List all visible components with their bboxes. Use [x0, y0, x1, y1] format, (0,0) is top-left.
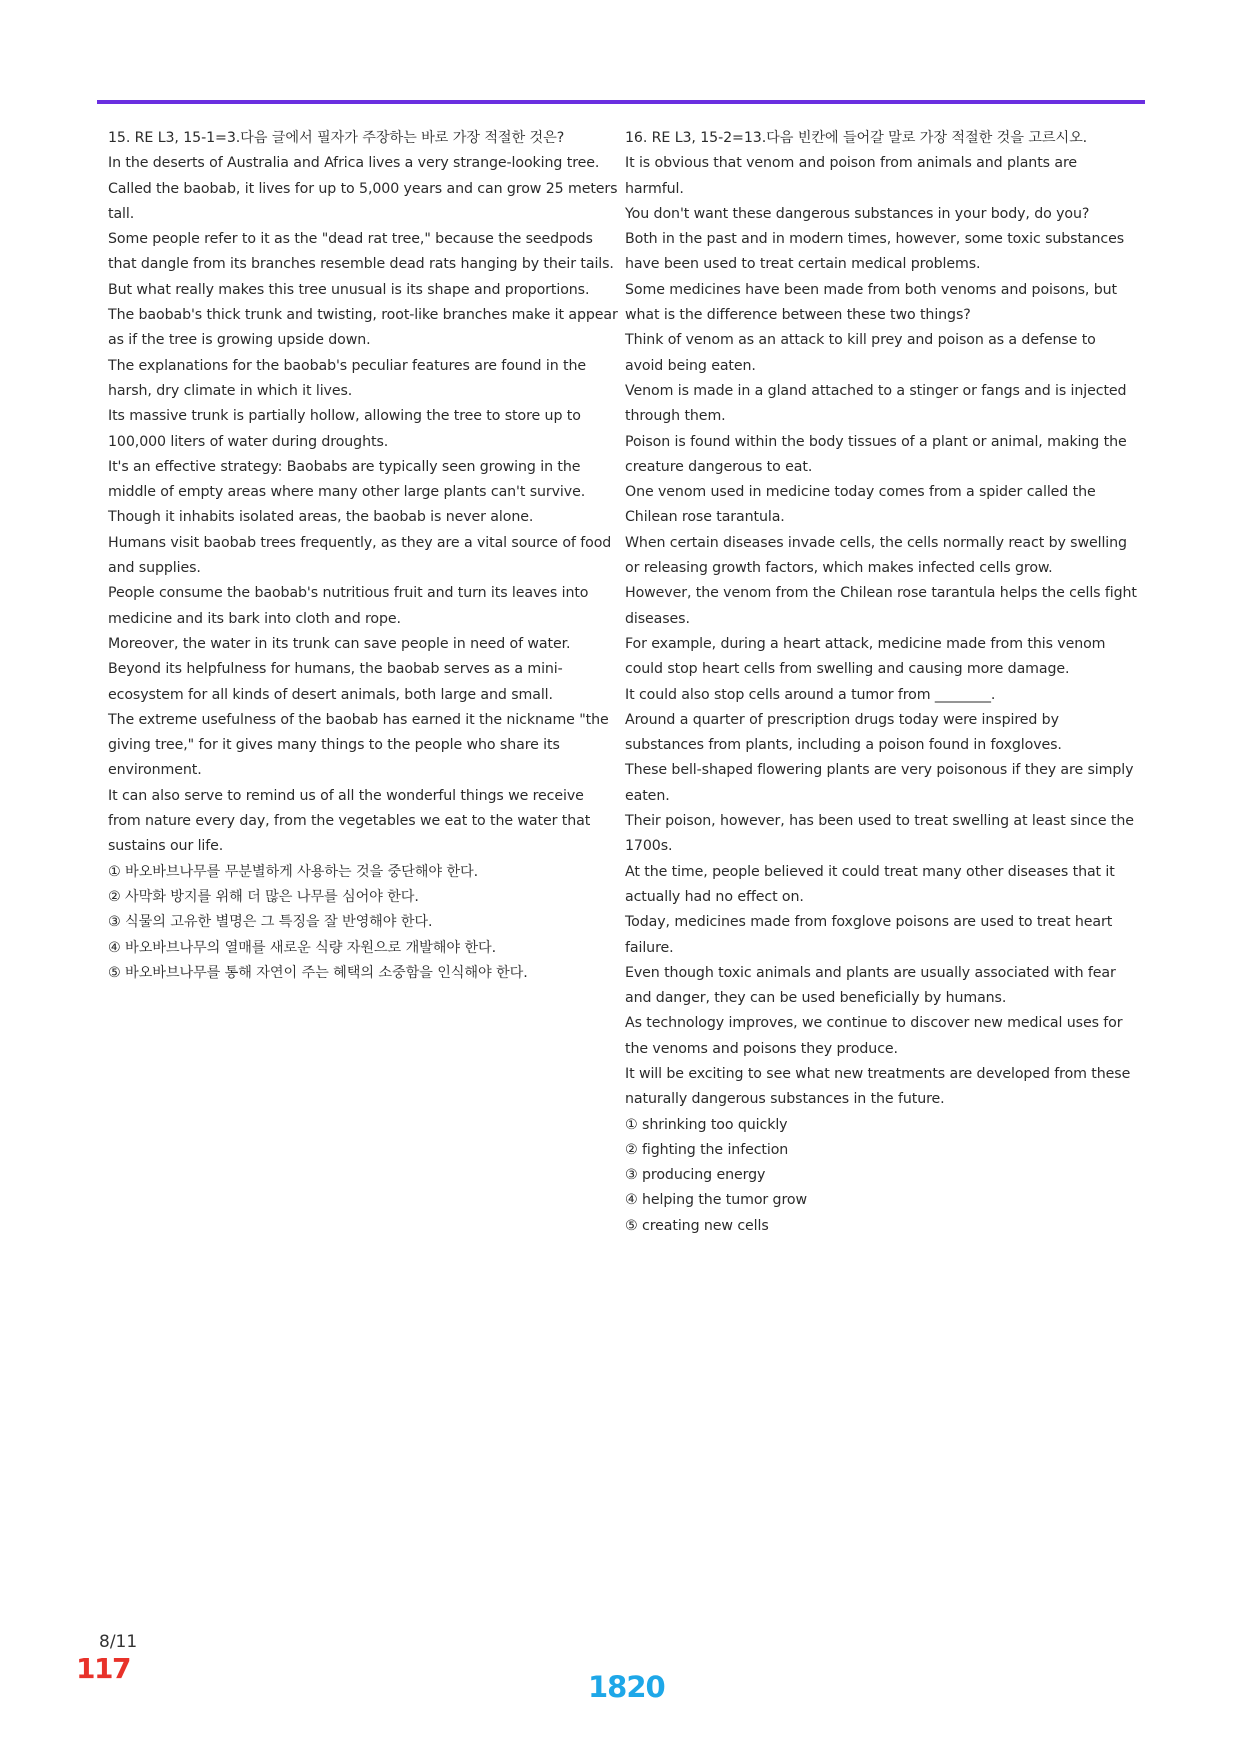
q15-choice-4: ④ 바오바브나무의 열매를 새로운 식량 자원으로 개발해야 한다. — [108, 939, 497, 956]
q16-line: Today, medicines made from foxglove poisons are used to treat heart failure. — [625, 914, 1113, 956]
q15-line: Beyond its helpfulness for humans, the baobab serves as a mini-ecosystem for all kinds of desert animals, both large and small. — [108, 661, 563, 703]
q15-line: It can also serve to remind us of all the wonderful things we receive from nature every day, from the vegetables we eat to the water that sustains our life. — [108, 787, 591, 855]
q16-line: You don't want these dangerous substances in your body, do you? — [625, 205, 1090, 222]
q16-line: For example, during a heart attack, medicine made from this venom could stop heart cells from swelling and causing more damage. — [625, 635, 1106, 678]
q16-prompt: 16. RE L3, 15-2=13.다음 빈칸에 들어갈 말로 가장 적절한 것을 고르시오. — [625, 130, 1088, 146]
q16-line: Around a quarter of prescription drugs today were inspired by substances from plants, including a poison found in foxgloves. — [625, 711, 1062, 754]
header-rule — [97, 100, 1145, 104]
q15-choice-5: ⑤ 바오바브나무를 통해 자연이 주는 혜택의 소중함을 인식해야 한다. — [108, 964, 528, 981]
page-fraction: 8/11 — [99, 1632, 138, 1652]
q16-choice-1: ① shrinking too quickly — [625, 1116, 788, 1133]
q15-prompt: 15. RE L3, 15-1=3.다음 글에서 필자가 주장하는 바로 가장 적절한 것은? — [108, 130, 565, 146]
q15-line: Its massive trunk is partially hollow, allowing the tree to store up to 100,000 liters of water during droughts. — [108, 408, 581, 450]
q16-line: It is obvious that venom and poison from animals and plants are harmful. — [625, 155, 1078, 197]
q15-line: In the deserts of Australia and Africa lives a very strange-looking tree. — [108, 155, 600, 172]
q15-line: People consume the baobab's nutritious fruit and turn its leaves into medicine and its bark into cloth and rope. — [108, 585, 589, 627]
publisher-logo: 1820 — [588, 1670, 665, 1704]
q16-line: One venom used in medicine today comes from a spider called the Chilean rose tarantula. — [625, 484, 1096, 526]
q16-line: Both in the past and in modern times, however, some toxic substances have been used to treat certain medical problems. — [625, 231, 1125, 273]
question-15 — [108, 126, 620, 986]
q15-choice-1: ① 바오바브나무를 무분별하게 사용하는 것을 중단해야 한다. — [108, 863, 479, 880]
q16-line: At the time, people believed it could treat many other diseases that it actually had no effect on. — [625, 863, 1115, 905]
q16-line: However, the venom from the Chilean rose tarantula helps the cells fight diseases. — [625, 585, 1137, 627]
q15-line: The baobab's thick trunk and twisting, root-like branches make it appear as if the tree is growing upside down. — [108, 307, 618, 349]
q15-line: It's an effective strategy: Baobabs are typically seen growing in the middle of empty areas where many other large plants can't survive. — [108, 458, 586, 501]
q16-choice-5: ⑤ creating new cells — [625, 1217, 769, 1234]
page-number: 117 — [76, 1652, 130, 1685]
q16-line: When certain diseases invade cells, the cells normally react by swelling or releasing growth factors, which makes infected cells grow. — [625, 534, 1127, 577]
q16-line: Their poison, however, has been used to treat swelling at least since the 1700s. — [625, 813, 1134, 855]
q16-choice-2: ② fighting the infection — [625, 1141, 789, 1158]
q16-line: Poison is found within the body tissues of a plant or animal, making the creature dangerous to eat. — [625, 433, 1127, 475]
q15-line: Some people refer to it as the "dead rat tree," because the seedpods that dangle from its branches resemble dead rats hanging by their tails. — [108, 231, 614, 273]
q15-line: Moreover, the water in its trunk can save people in need of water. — [108, 635, 571, 652]
q16-blank-sentence: It could also stop cells around a tumor from ________. — [625, 686, 996, 703]
q15-line: Though it inhabits isolated areas, the baobab is never alone. — [108, 509, 534, 526]
q16-choice-4: ④ helping the tumor grow — [625, 1192, 807, 1209]
question-16 — [625, 126, 1137, 1239]
q15-line: Humans visit baobab trees frequently, as they are a vital source of food and supplies. — [108, 534, 612, 577]
q15-line: The extreme usefulness of the baobab has earned it the nickname "the giving tree," for it gives many things to the people who share its environment. — [108, 711, 609, 779]
q16-line: Think of venom as an attack to kill prey and poison as a defense to avoid being eaten. — [625, 332, 1096, 374]
q16-line: These bell-shaped flowering plants are very poisonous if they are simply eaten. — [625, 762, 1134, 804]
q16-choice-3: ③ producing energy — [625, 1167, 766, 1184]
q15-choice-2: ② 사막화 방지를 위해 더 많은 나무를 심어야 한다. — [108, 888, 419, 905]
q16-line: Even though toxic animals and plants are usually associated with fear and danger, they can be used beneficially by humans. — [625, 964, 1116, 1007]
q16-line: It will be exciting to see what new treatments are developed from these naturally dangerous substances in the future. — [625, 1065, 1131, 1108]
q15-line: The explanations for the baobab's peculiar features are found in the harsh, dry climate in which it lives. — [108, 357, 586, 399]
q15-choice-3: ③ 식물의 고유한 별명은 그 특징을 잘 반영해야 한다. — [108, 914, 433, 931]
q15-line: But what really makes this tree unusual is its shape and proportions. — [108, 281, 590, 298]
q16-line: As technology improves, we continue to discover new medical uses for the venoms and poisons they produce. — [625, 1015, 1123, 1057]
q16-line: Some medicines have been made from both venoms and poisons, but what is the difference between these two things? — [625, 281, 1118, 324]
q16-line: Venom is made in a gland attached to a stinger or fangs and is injected through them. — [625, 382, 1127, 425]
q15-line: Called the baobab, it lives for up to 5,000 years and can grow 25 meters tall. — [108, 180, 618, 222]
